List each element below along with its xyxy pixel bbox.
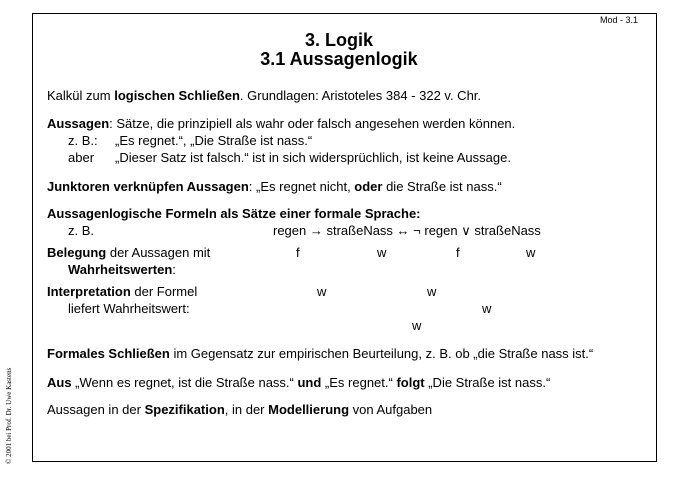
formeln-heading-text: Aussagenlogische Formeln als Sätze einer formale Sprache: <box>47 206 421 221</box>
aussagen-definition <box>47 116 515 131</box>
belegung-wahrheitswerten: Wahrheitswerten <box>68 262 173 277</box>
aus-line <box>47 375 550 390</box>
schliessen-bold: Formales Schließen <box>47 346 170 361</box>
belegung-line2 <box>68 262 176 277</box>
aussagen-example-text: „Es regnet.“, „Die Straße ist nass.“ <box>115 133 313 148</box>
formeln-example-label: z. B. <box>68 223 95 238</box>
junktoren-bold: Junktoren verknüpfen Aussagen <box>47 179 249 194</box>
schliessen-line <box>47 346 593 361</box>
interpretation-value: w <box>482 301 492 316</box>
belegung-value: f <box>296 245 300 260</box>
aus-folgt: folgt <box>396 375 425 390</box>
belegung-colon: : <box>172 262 176 277</box>
spez-text3: von Aufgaben <box>349 402 433 417</box>
formeln-heading <box>47 206 421 221</box>
aussagen-example-label: z. B.: <box>68 133 98 148</box>
junktoren-line <box>47 179 502 194</box>
intro-prefix: Kalkül zum <box>47 88 115 103</box>
interpretation-bold: Interpretation <box>47 284 131 299</box>
interpretation-value: w <box>427 284 437 299</box>
belegung-line <box>47 245 210 260</box>
formula: regen → straßeNass ↔ ¬ regen ∨ straßeNass <box>273 223 541 238</box>
interpretation-text: der Formel <box>130 284 198 299</box>
aussagen-term: Aussagen <box>47 116 110 131</box>
aussagen-counter-text: „Dieser Satz ist falsch.“ ist in sich widersprüchlich, ist keine Aussage. <box>115 150 511 165</box>
spez-text2: , in der <box>224 402 269 417</box>
schliessen-text: im Gegensatz zur empirischen Beurteilung, z. B. ob „die Straße nass ist.“ <box>169 346 594 361</box>
aus-bold: Aus <box>47 375 72 390</box>
spez-bold2: Modellierung <box>268 402 350 417</box>
copyright-note: © 2001 bei Prof. Dr. Uwe Kastens <box>5 367 13 464</box>
junktoren-text1: : „Es regnet nicht, <box>248 179 355 194</box>
spezifikation-line <box>47 402 432 417</box>
belegung-text: der Aussagen mit <box>106 245 211 260</box>
spez-bold1: Spezifikation <box>144 402 225 417</box>
slide-tag: Mod - 3.1 <box>600 15 639 25</box>
belegung-value: f <box>456 245 460 260</box>
junktoren-text2: die Straße ist nass.“ <box>382 179 502 194</box>
interpretation-line <box>47 284 197 299</box>
intro-line <box>47 88 481 103</box>
interpretation-line2: liefert Wahrheitswert: <box>68 301 190 316</box>
aussagen-counter-label: aber <box>68 150 95 165</box>
aus-text3: „Die Straße ist nass.“ <box>424 375 551 390</box>
interpretation-value: w <box>317 284 327 299</box>
chapter-title: 3. Logik <box>304 30 373 50</box>
aus-text2: „Es regnet.“ <box>321 375 397 390</box>
aussagen-definition-text: : Sätze, die prinzipiell als wahr oder falsch angesehen werden können. <box>109 116 516 131</box>
intro-suffix: . Grundlagen: Aristoteles 384 - 322 v. Chr. <box>239 88 482 103</box>
spez-text1: Aussagen in der <box>47 402 145 417</box>
belegung-value: w <box>526 245 536 260</box>
belegung-bold: Belegung <box>47 245 107 260</box>
interpretation-result: w <box>412 318 422 333</box>
aus-text1: „Wenn es regnet, ist die Straße nass.“ <box>71 375 298 390</box>
intro-bold: logischen Schließen <box>114 88 240 103</box>
aus-und: und <box>297 375 322 390</box>
section-title: 3.1 Aussagenlogik <box>260 49 418 69</box>
junktoren-or: oder <box>354 179 383 194</box>
belegung-value: w <box>377 245 387 260</box>
